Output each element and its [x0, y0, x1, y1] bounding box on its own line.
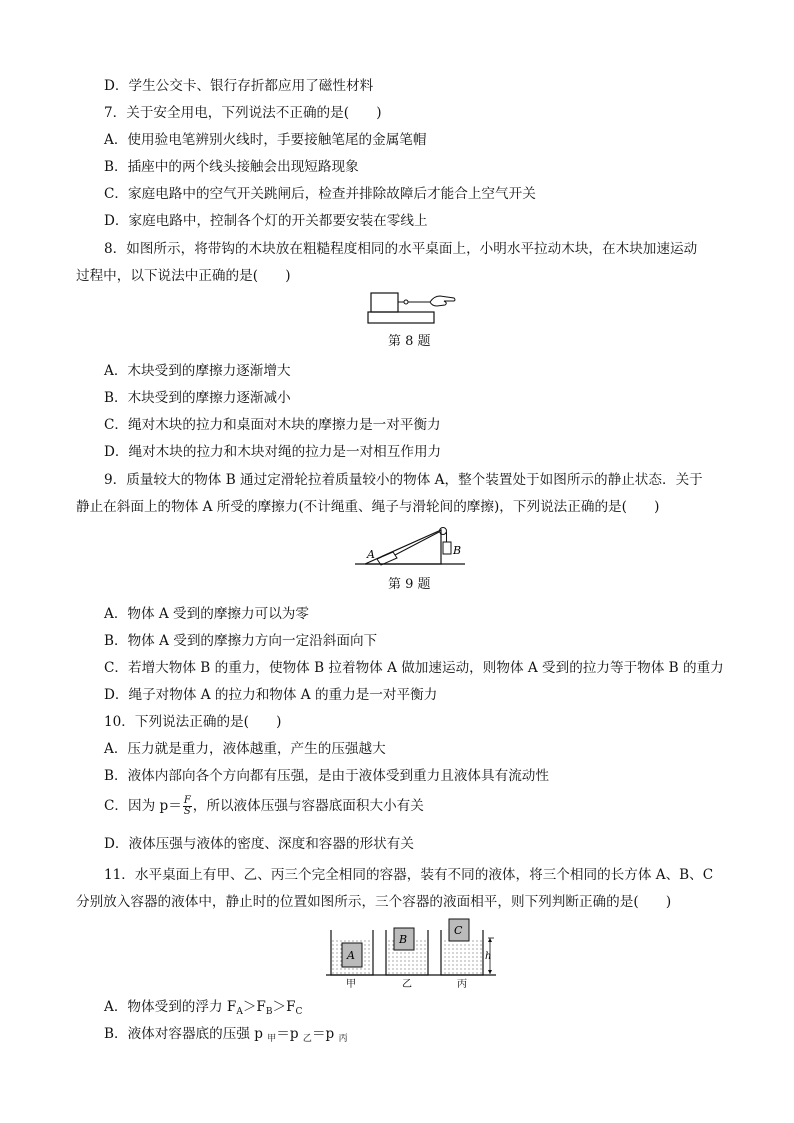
label-b: B: [453, 544, 462, 557]
q11-a-gt2: ＞F: [272, 999, 296, 1015]
h-label: h: [485, 951, 492, 962]
hook-ring: [404, 300, 408, 304]
q9-caption: 第 9 题: [388, 577, 431, 592]
q6-option-d: D．学生公交卡、银行存折都应用了磁性材料: [104, 78, 374, 94]
fraction-denominator: S: [183, 806, 191, 817]
label-b: B: [399, 933, 408, 946]
h-arrow-up: [488, 938, 492, 942]
label-a: A: [367, 548, 375, 561]
q11-stem-line1: 11．水平桌面上有甲、乙、丙三个完全相同的容器，装有不同的液体，将三个相同的长方体 A、B、C: [104, 867, 714, 883]
label-c: C: [454, 924, 463, 937]
q8-figure: [364, 288, 460, 328]
rope: [395, 532, 439, 555]
q7-option-c: C．家庭电路中的空气开关跳闸后，检查并排除故障后才能合上空气开关: [104, 186, 536, 202]
q10-c-prefix: C．因为 p＝: [104, 798, 182, 814]
sub-jia: 甲: [267, 1034, 277, 1044]
q9-option-d: D．绳子对物体 A 的拉力和物体 A 的重力是一对平衡力: [104, 687, 438, 703]
q7-option-b: B．插座中的两个线头接触会出现短路现象: [104, 159, 359, 175]
q11-b-eq1: ＝p: [276, 1026, 303, 1042]
sub-yi: 乙: [302, 1034, 312, 1044]
sub-a: A: [236, 1007, 243, 1017]
q8-option-b: B．木块受到的摩擦力逐渐减小: [104, 390, 291, 406]
sub-bing: 丙: [338, 1034, 348, 1044]
wooden-block: [371, 293, 398, 312]
fraction-f-over-s: [183, 796, 192, 817]
q9-figure: [353, 522, 467, 568]
fraction-numerator: F: [183, 795, 191, 806]
label-yi: 乙: [402, 979, 412, 990]
q8-option-c: C．绳对木块的拉力和桌面对木块的摩擦力是一对平衡力: [104, 417, 441, 433]
q10-option-a: A．压力就是重力，液体越重，产生的压强越大: [104, 741, 386, 757]
label-jia: 甲: [346, 979, 356, 990]
q10-option-d: D．液体压强与液体的密度、深度和容器的形状有关: [104, 836, 414, 852]
q10-option-c: [104, 796, 424, 817]
sub-c: C: [295, 1007, 303, 1017]
q8-caption: 第 8 题: [388, 334, 431, 349]
q8-option-a: A．木块受到的摩擦力逐渐增大: [104, 363, 291, 379]
h-arrow-down: [488, 970, 492, 974]
q11-stem-line2: 分别放入容器的液体中，静止时的位置如图所示，三个容器的液面相平，则下列判断正确的是( ): [76, 894, 672, 910]
q11-a-gt1: ＞F: [242, 999, 266, 1015]
q7-option-d: D．家庭电路中，控制各个灯的开关都要安装在零线上: [104, 213, 428, 229]
q7-stem: 7．关于安全用电，下列说法不正确的是( ): [104, 105, 382, 121]
q8-stem-line2: 过程中，以下说法中正确的是( ): [76, 268, 291, 284]
q9-stem-line1: 9．质量较大的物体 B 通过定滑轮拉着质量较小的物体 A，整个装置处于如图所示的静止状态．关于: [104, 472, 703, 488]
q8-option-d: D．绳对木块的拉力和木块对绳的拉力是一对相互作用力: [104, 444, 442, 460]
q11-b-eq2: ＝p: [311, 1026, 339, 1042]
q10-stem: 10．下列说法正确的是( ): [104, 714, 282, 730]
q9-stem-line2: 静止在斜面上的物体 A 所受的摩擦力(不计绳重、绳子与滑轮间的摩擦)，下列说法正确的是( ): [76, 499, 660, 515]
q9-option-b: B．物体 A 受到的摩擦力方向一定沿斜面向下: [104, 633, 378, 649]
q8-stem-line1: 8．如图所示，将带钩的木块放在粗糙程度相同的水平桌面上，小明水平拉动木块，在木块加速运动: [104, 241, 698, 257]
q11-figure: [324, 916, 500, 990]
block-b: [443, 542, 451, 554]
table-surface: [368, 312, 434, 323]
q11-option-b: [104, 1025, 348, 1048]
q10-option-b: B．液体内部向各个方向都有压强，是由于液体受到重力且液体具有流动性: [104, 768, 549, 784]
q11-b-text: B．液体对容器底的压强 p: [104, 1026, 268, 1042]
liquid-bing: [442, 938, 482, 974]
q11-option-a: [104, 998, 302, 1021]
q9-option-a: A．物体 A 受到的摩擦力可以为零: [104, 606, 309, 622]
q9-option-c: C．若增大物体 B 的重力，使物体 B 拉着物体 A 做加速运动，则物体 A 受到的拉力等于物体 B 的重力: [104, 660, 724, 676]
q10-c-suffix: ，所以液体压强与容器底面积大小有关: [192, 798, 424, 814]
label-bing: 丙: [457, 979, 467, 990]
q7-option-a: A．使用验电笔辨别火线时，手要接触笔尾的金属笔帽: [104, 132, 427, 148]
hand-icon: [430, 296, 455, 306]
label-a: A: [347, 949, 355, 962]
q11-a-text: A．物体受到的浮力 F: [104, 999, 237, 1015]
sub-b: B: [265, 1007, 273, 1017]
